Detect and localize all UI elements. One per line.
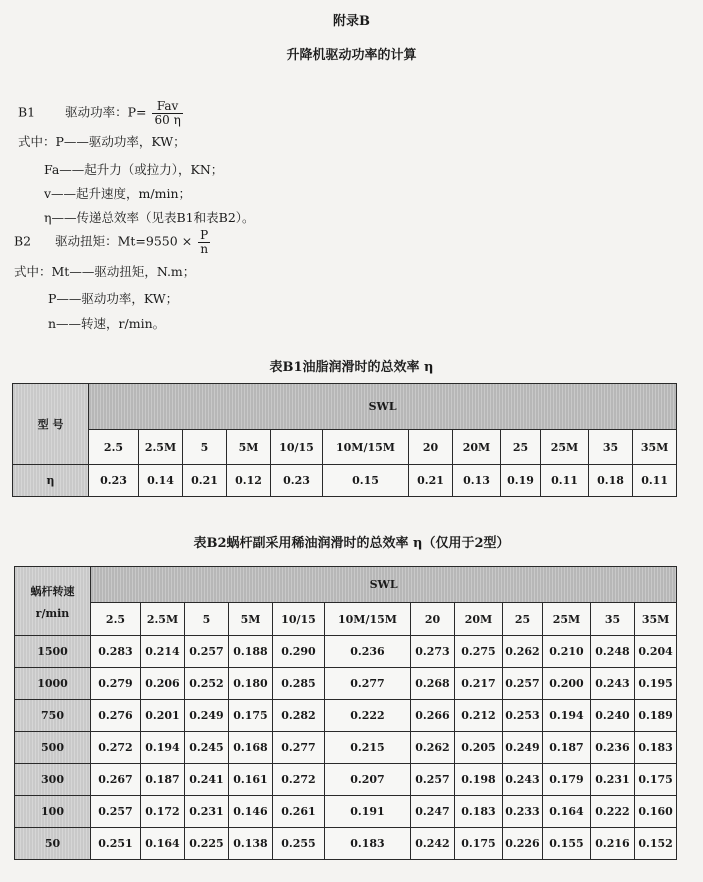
table-b2-row <box>15 828 677 860</box>
table-b1-eta-label: η <box>13 465 89 497</box>
table-b2 <box>14 566 677 860</box>
table-b1 <box>12 383 677 497</box>
table-b2-value: 0.217 <box>455 668 503 700</box>
appendix-title: 附录B <box>333 14 370 29</box>
table-b2-value: 0.168 <box>229 732 273 764</box>
table-b2-col-header: 10/15 <box>273 603 325 636</box>
table-b2-value: 0.276 <box>91 700 141 732</box>
table-b2-row-header-line2: r/min <box>35 606 70 620</box>
table-b2-row-header <box>15 567 91 636</box>
table-b2-value: 0.207 <box>325 764 411 796</box>
table-b2-value: 0.204 <box>635 636 677 668</box>
table-b1-col-header: 5M <box>227 430 271 465</box>
table-b1-value: 0.21 <box>409 465 453 497</box>
table-b2-value: 0.200 <box>543 668 591 700</box>
table-b1-col-header: 20 <box>409 430 453 465</box>
table-b1-value: 0.15 <box>323 465 409 497</box>
table-b2-value: 0.205 <box>455 732 503 764</box>
table-b2-value: 0.233 <box>503 796 543 828</box>
table-b2-value: 0.267 <box>91 764 141 796</box>
table-b2-value: 0.210 <box>543 636 591 668</box>
table-b2-value: 0.164 <box>543 796 591 828</box>
where-line-1: 式中：P——驱动功率，KW； <box>18 134 186 149</box>
table-b2-value: 0.262 <box>503 636 543 668</box>
table-b2-value: 0.249 <box>185 700 229 732</box>
table-b2-value: 0.179 <box>543 764 591 796</box>
where-line-4: η——传递总效率（见表B1和表B2）。 <box>44 210 255 225</box>
table-b2-speed-cell: 50 <box>15 828 91 860</box>
table-b2-value: 0.226 <box>503 828 543 860</box>
table-b1-col-header: 35M <box>633 430 677 465</box>
table-b1-value: 0.19 <box>501 465 541 497</box>
table-b2-value: 0.138 <box>229 828 273 860</box>
table-b2-value: 0.242 <box>411 828 455 860</box>
table-b2-speed-cell: 300 <box>15 764 91 796</box>
table-b2-value: 0.252 <box>185 668 229 700</box>
table-b2-value: 0.261 <box>273 796 325 828</box>
table-b2-speed-cell: 100 <box>15 796 91 828</box>
table-b2-value: 0.290 <box>273 636 325 668</box>
table-b2-value: 0.206 <box>141 668 185 700</box>
table-b2-value: 0.285 <box>273 668 325 700</box>
table-b2-value: 0.282 <box>273 700 325 732</box>
table-b2-col-header: 20M <box>455 603 503 636</box>
table-b2-value: 0.255 <box>273 828 325 860</box>
table-b1-value: 0.12 <box>227 465 271 497</box>
table-b2-value: 0.183 <box>325 828 411 860</box>
table-b2-value: 0.248 <box>591 636 635 668</box>
table-b2-col-header: 35M <box>635 603 677 636</box>
table-b2-value: 0.236 <box>591 732 635 764</box>
table-b2-group-header: SWL <box>91 567 677 603</box>
table-b2-value: 0.240 <box>591 700 635 732</box>
table-b2-value: 0.201 <box>141 700 185 732</box>
table-b2-value: 0.175 <box>635 764 677 796</box>
table-b2-row <box>15 796 677 828</box>
page-subtitle: 升降机驱动功率的计算 <box>286 48 417 63</box>
table-b2-value: 0.272 <box>91 732 141 764</box>
where-line-7: n——转速，r/min。 <box>48 316 166 331</box>
table-b2-value: 0.257 <box>91 796 141 828</box>
table-b2-value: 0.212 <box>455 700 503 732</box>
table-b2-value: 0.245 <box>185 732 229 764</box>
table-b1-value: 0.23 <box>271 465 323 497</box>
table-b2-value: 0.175 <box>455 828 503 860</box>
table-b2-value: 0.243 <box>591 668 635 700</box>
table-b1-value: 0.18 <box>589 465 633 497</box>
table-b1-col-header: 5 <box>183 430 227 465</box>
formula-b2-numerator: P <box>200 228 209 242</box>
table-b1-col-header: 25 <box>501 430 541 465</box>
table-b2-value: 0.152 <box>635 828 677 860</box>
table-b2-value: 0.251 <box>91 828 141 860</box>
table-b1-caption: 表B1油脂润滑时的总效率 η <box>269 360 434 375</box>
formula-b1-numerator: Fav <box>152 100 182 114</box>
table-b2-col-header: 2.5M <box>141 603 185 636</box>
table-b2-col-header: 10M/15M <box>325 603 411 636</box>
formula-b2-fraction <box>198 229 210 255</box>
where-line-2: Fa——起升力（或拉力），KN； <box>44 162 224 177</box>
table-b2-value: 0.183 <box>455 796 503 828</box>
table-b2-value: 0.216 <box>591 828 635 860</box>
table-b1-col-header: 20M <box>453 430 501 465</box>
table-b2-value: 0.180 <box>229 668 273 700</box>
table-b2-value: 0.215 <box>325 732 411 764</box>
table-b2-value: 0.236 <box>325 636 411 668</box>
table-b2-value: 0.279 <box>91 668 141 700</box>
table-b2-speed-cell: 500 <box>15 732 91 764</box>
table-b2-value: 0.191 <box>325 796 411 828</box>
table-b2-value: 0.257 <box>185 636 229 668</box>
table-b2-value: 0.222 <box>591 796 635 828</box>
table-b2-value: 0.160 <box>635 796 677 828</box>
table-b2-value: 0.241 <box>185 764 229 796</box>
table-b2-value: 0.187 <box>141 764 185 796</box>
table-b2-value: 0.214 <box>141 636 185 668</box>
table-b2-row <box>15 700 677 732</box>
table-b2-value: 0.172 <box>141 796 185 828</box>
table-b1-col-header: 10/15 <box>271 430 323 465</box>
table-b2-value: 0.175 <box>229 700 273 732</box>
table-b1-eta-row <box>13 465 677 497</box>
table-b2-col-header: 35 <box>591 603 635 636</box>
table-b1-group-row <box>13 384 677 430</box>
table-b2-row <box>15 764 677 796</box>
table-b2-value: 0.161 <box>229 764 273 796</box>
table-b2-speed-cell: 1000 <box>15 668 91 700</box>
formula-b2-text: 驱动扭矩：Mt=9550 × <box>55 233 193 249</box>
table-b2-group-row <box>15 567 677 603</box>
table-b1-value: 0.23 <box>89 465 139 497</box>
table-b2-col-header: 2.5 <box>91 603 141 636</box>
table-b2-value: 0.249 <box>503 732 543 764</box>
table-b1-col-header: 35 <box>589 430 633 465</box>
table-b1-row-header: 型 号 <box>13 384 89 465</box>
table-b1-group-header: SWL <box>89 384 677 430</box>
formula-b1-label: B1 <box>18 104 36 120</box>
table-b1-value: 0.14 <box>139 465 183 497</box>
table-b2-value: 0.268 <box>411 668 455 700</box>
formula-b1-text: 驱动功率：P= <box>65 104 147 120</box>
table-b2-column-header-row <box>15 603 677 636</box>
formula-b2-label: B2 <box>14 233 32 249</box>
table-b2-row <box>15 636 677 668</box>
table-b2-value: 0.183 <box>635 732 677 764</box>
table-b2-row <box>15 668 677 700</box>
formula-b2-denominator: n <box>200 241 209 256</box>
table-b2-value: 0.195 <box>635 668 677 700</box>
table-b2-value: 0.272 <box>273 764 325 796</box>
table-b1-value: 0.11 <box>633 465 677 497</box>
table-b2-value: 0.231 <box>185 796 229 828</box>
table-b2-col-header: 20 <box>411 603 455 636</box>
table-b2-value: 0.277 <box>273 732 325 764</box>
table-b2-value: 0.273 <box>411 636 455 668</box>
table-b2-value: 0.243 <box>503 764 543 796</box>
table-b1-col-header: 2.5 <box>89 430 139 465</box>
table-b2-row-header-line1: 蜗杆转速 <box>30 584 75 598</box>
table-b2-value: 0.188 <box>229 636 273 668</box>
table-b2-value: 0.194 <box>543 700 591 732</box>
table-b2-value: 0.266 <box>411 700 455 732</box>
table-b2-col-header: 5 <box>185 603 229 636</box>
table-b2-value: 0.257 <box>503 668 543 700</box>
table-b2-col-header: 25M <box>543 603 591 636</box>
table-b1-col-header: 25M <box>541 430 589 465</box>
table-b2-speed-cell: 1500 <box>15 636 91 668</box>
table-b2-body <box>15 636 677 860</box>
where-line-6: P——驱动功率，KW； <box>48 291 179 306</box>
table-b2-value: 0.257 <box>411 764 455 796</box>
where-line-5: 式中：Mt——驱动扭矩，N.m； <box>14 264 196 279</box>
table-b2-value: 0.253 <box>503 700 543 732</box>
table-b2-value: 0.222 <box>325 700 411 732</box>
table-b2-value: 0.225 <box>185 828 229 860</box>
table-b2-value: 0.187 <box>543 732 591 764</box>
table-b2-value: 0.194 <box>141 732 185 764</box>
table-b2-caption: 表B2蜗杆副采用稀油润滑时的总效率 η（仅用于2型） <box>193 536 510 551</box>
table-b2-speed-cell: 750 <box>15 700 91 732</box>
table-b2-value: 0.198 <box>455 764 503 796</box>
table-b2-col-header: 5M <box>229 603 273 636</box>
formula-b1-denominator: 60 η <box>154 112 181 127</box>
formula-b1 <box>18 100 183 126</box>
table-b2-value: 0.283 <box>91 636 141 668</box>
table-b1-value: 0.13 <box>453 465 501 497</box>
where-line-3: v——起升速度，m/min； <box>44 186 192 201</box>
table-b2-value: 0.146 <box>229 796 273 828</box>
table-b2-row <box>15 732 677 764</box>
table-b2-value: 0.164 <box>141 828 185 860</box>
table-b1-value: 0.21 <box>183 465 227 497</box>
table-b2-value: 0.275 <box>455 636 503 668</box>
formula-b2 <box>14 229 210 255</box>
table-b2-value: 0.189 <box>635 700 677 732</box>
table-b1-col-header: 2.5M <box>139 430 183 465</box>
table-b2-value: 0.231 <box>591 764 635 796</box>
table-b1-col-header: 10M/15M <box>323 430 409 465</box>
table-b1-value: 0.11 <box>541 465 589 497</box>
table-b2-value: 0.262 <box>411 732 455 764</box>
table-b2-value: 0.155 <box>543 828 591 860</box>
table-b2-col-header: 25 <box>503 603 543 636</box>
formula-b1-fraction <box>152 100 182 126</box>
table-b2-value: 0.277 <box>325 668 411 700</box>
table-b1-column-header-row <box>13 430 677 465</box>
table-b2-value: 0.247 <box>411 796 455 828</box>
